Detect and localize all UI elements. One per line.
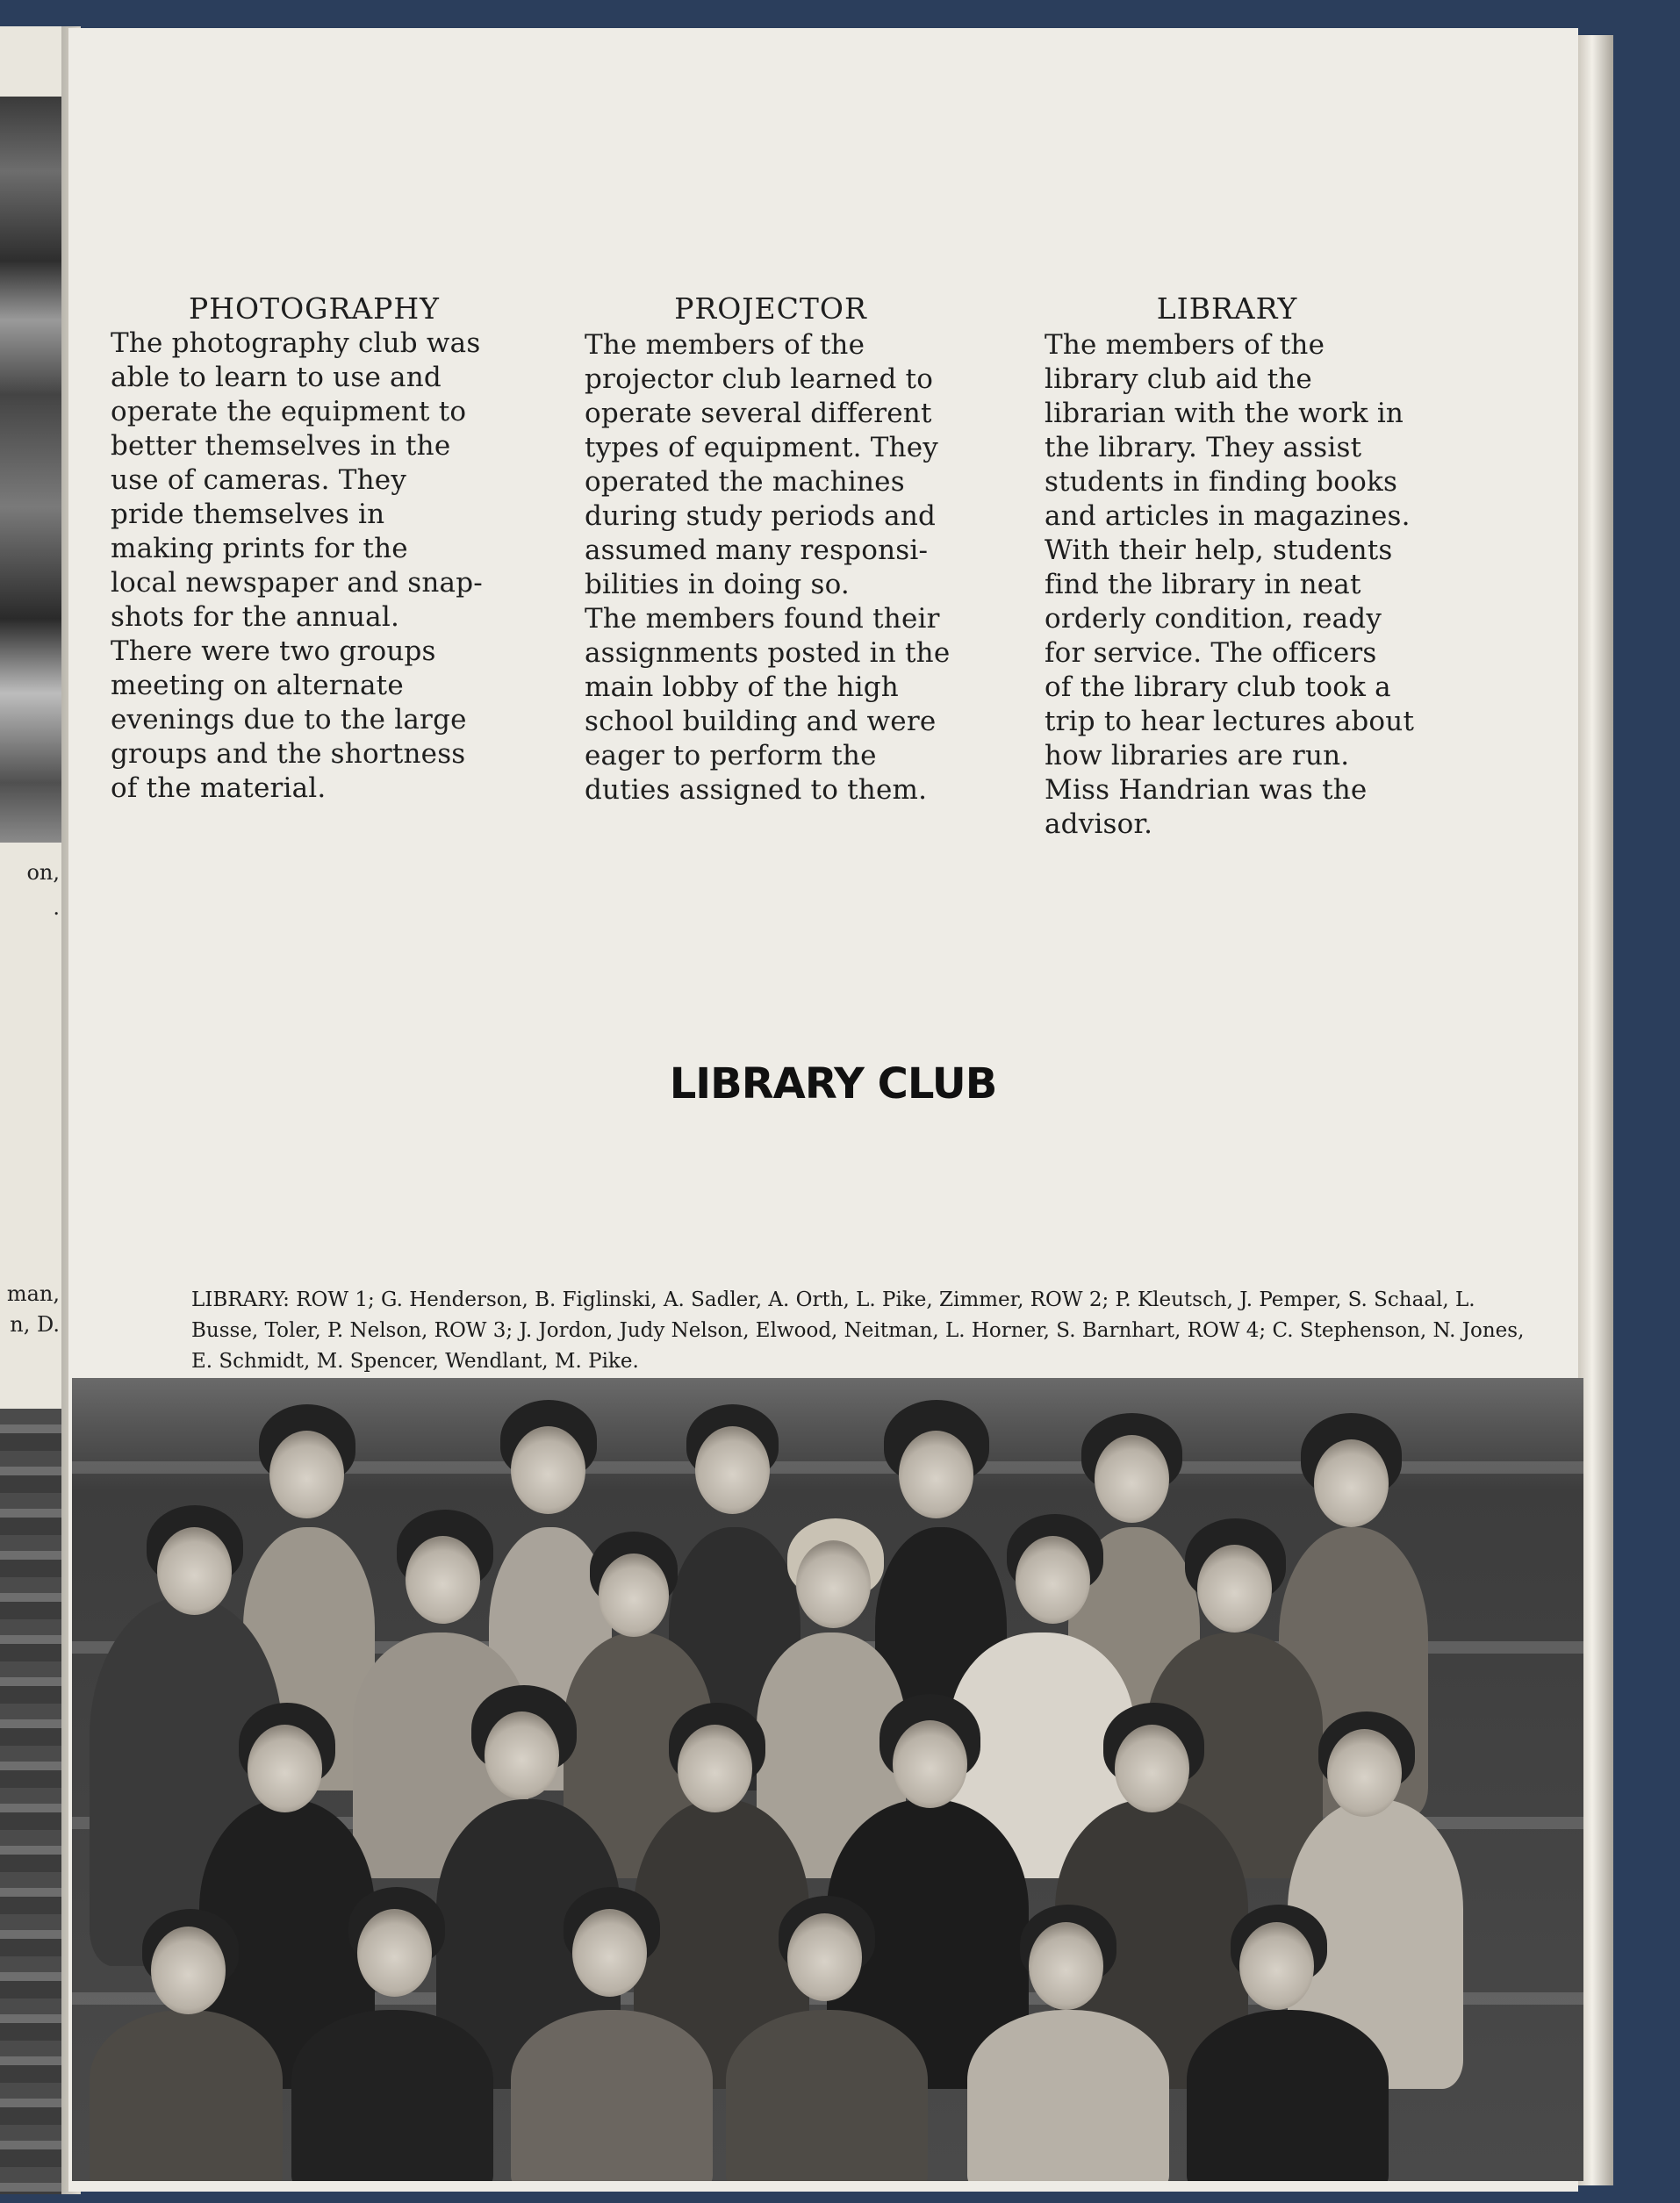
library-body: The members of the library club aid the librarian with the work in the library. They assist students in finding books and articles in magazines. With their help, students find the library in neat orderly condition, ready for service. The officers of the library club took a trip to hear lectures about how libraries are run. Miss Handrian was the advisor. — [1045, 329, 1415, 840]
face-silhouette — [1197, 1545, 1272, 1633]
face-silhouette — [787, 1913, 862, 2001]
face-silhouette — [357, 1909, 432, 1997]
face-silhouette — [151, 1927, 226, 2014]
face-silhouette — [406, 1536, 480, 1624]
face-silhouette — [1016, 1536, 1090, 1624]
projector-body: The members of the projector club learned to operate several different types of equipment. They operated the machines during study periods and assumed many responsi- bilities in doing so. The members found their assignments posted in the main lobby of the high school building and were eager to perform the duties assigned to them. — [585, 329, 951, 806]
face-silhouette — [248, 1725, 322, 1812]
projector-title: PROJECTOR — [674, 291, 867, 326]
face-silhouette — [485, 1711, 559, 1799]
face-silhouette — [899, 1431, 973, 1518]
person-silhouette — [967, 2010, 1169, 2181]
person-silhouette — [291, 2010, 493, 2181]
face-silhouette — [1095, 1435, 1169, 1523]
face-silhouette — [1239, 1922, 1314, 2010]
page-edge — [1578, 35, 1613, 2185]
photography-title: PHOTOGRAPHY — [189, 291, 440, 326]
face-silhouette — [599, 1554, 669, 1637]
group-photo — [72, 1378, 1583, 2181]
facing-page-text-fragment: on, — [26, 860, 60, 885]
facing-page-text-fragment: . — [53, 895, 60, 920]
face-silhouette — [157, 1527, 232, 1615]
facing-page-photo-top — [0, 97, 68, 843]
photo-caption: LIBRARY: ROW 1; G. Henderson, B. Figlinski, A. Sadler, A. Orth, L. Pike, Zimmer, ROW 2; P. Kleutsch, J. Pemper, S. Schaal, L. Busse, Toler, P. Nelson, ROW 3; J. Jordon, Judy Nelson, Elwood, Neitman, L. Horner, S. Barnhart, ROW 4; C. Stephenson, N. Jones, E. Schmidt, M. Spencer, Wendlant, M. Pike. — [191, 1288, 1525, 1373]
facing-page-text-fragment: n, D. — [10, 1312, 60, 1337]
person-silhouette — [726, 2010, 928, 2181]
library-title: LIBRARY — [1156, 291, 1298, 326]
face-silhouette — [678, 1725, 752, 1812]
photography-body: The photography club was able to learn to use and operate the equipment to better themselves in the use of cameras. They pride themselves in making prints for the local newspaper and snap- shots for the annual. There were two groups meeting on alternate evenings due to the large groups and the shortness of the material. — [111, 327, 483, 804]
person-silhouette — [1187, 2010, 1389, 2181]
face-silhouette — [695, 1426, 770, 1514]
face-silhouette — [1314, 1439, 1389, 1527]
facing-page — [0, 26, 68, 2194]
face-silhouette — [796, 1540, 871, 1628]
face-silhouette — [1327, 1729, 1402, 1817]
face-silhouette — [269, 1431, 344, 1518]
face-silhouette — [1115, 1725, 1189, 1812]
person-silhouette — [90, 2010, 283, 2181]
facing-page-text-fragment: man, — [6, 1281, 60, 1306]
face-silhouette — [893, 1720, 967, 1808]
face-silhouette — [572, 1909, 647, 1997]
face-silhouette — [511, 1426, 585, 1514]
face-silhouette — [1029, 1922, 1103, 2010]
person-silhouette — [511, 2010, 713, 2181]
facing-page-photo-bottom — [0, 1409, 68, 2194]
club-heading: LIBRARY CLUB — [669, 1059, 997, 1109]
